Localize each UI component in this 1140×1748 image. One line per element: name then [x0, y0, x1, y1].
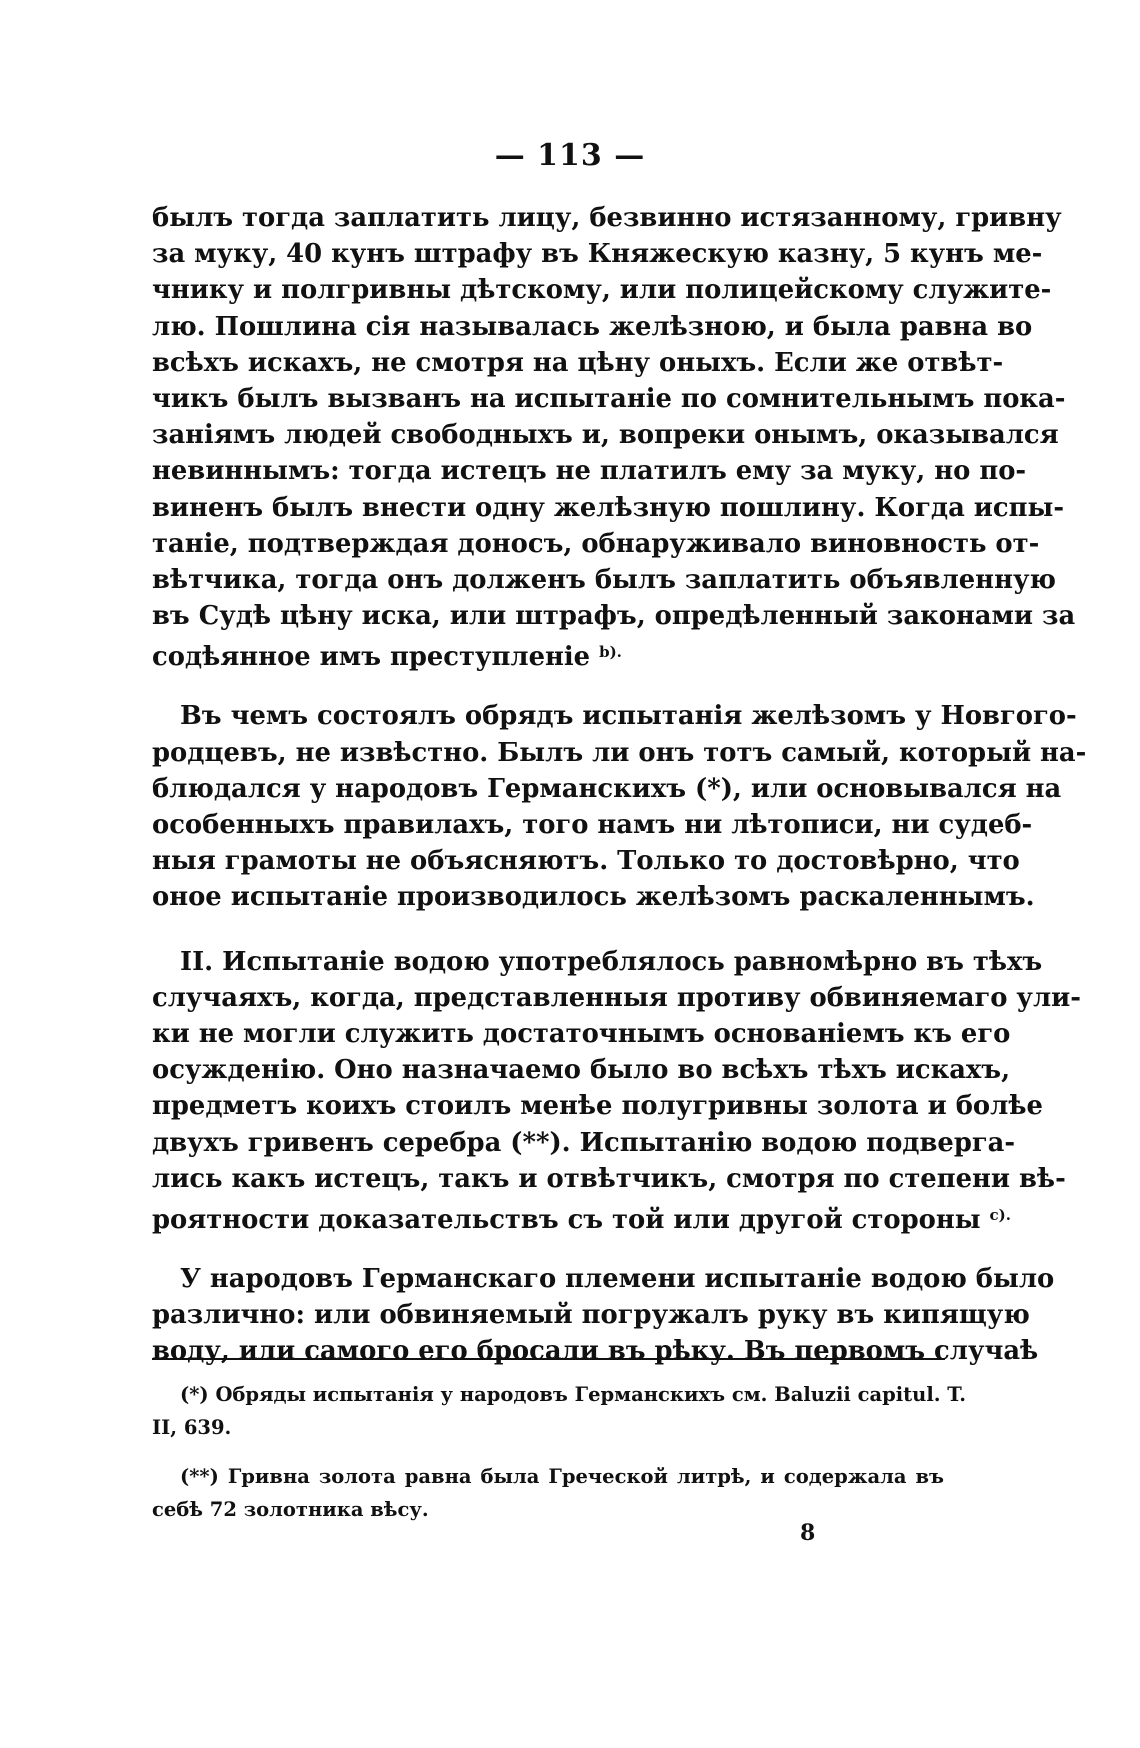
footnote-reference: c).: [989, 1205, 1011, 1224]
footnote-line: (*) Обряды испытанія у народовъ Германскихъ см. Baluzii capitul. T.: [180, 1383, 967, 1406]
paragraph-gap: [152, 916, 944, 944]
text-line: случаяхъ, когда, представленныя противу обвиняемаго ули-: [152, 982, 1081, 1013]
text-line: чикъ былъ вызванъ на испытаніе по сомнительнымъ пока-: [152, 383, 1066, 414]
text-line: двухъ гривенъ серебра (**). Испытанію водою подверга-: [152, 1127, 1016, 1158]
paragraph: [152, 200, 1076, 673]
footnote: [152, 1378, 967, 1444]
footnote-line: себѣ 72 золотника вѣсу.: [152, 1498, 429, 1521]
text-line: чнику и полгривны дѣтскому, или полицейскому служите-: [152, 275, 1052, 306]
text-line: ныя грамоты не объясняютъ. Только то достовѣрно, что: [152, 846, 1020, 877]
text-line: вѣтчика, тогда онъ долженъ былъ заплатить объявленную: [152, 564, 1056, 595]
footnotes: [152, 1378, 967, 1526]
text-line: невиннымъ: тогда истецъ не платилъ ему за муку, но по-: [152, 456, 1027, 487]
paragraph-gap: [152, 670, 944, 698]
text-line: различно: или обвиняемый погружалъ руку въ кипящую: [152, 1300, 1030, 1331]
paragraph-gap: [152, 1233, 944, 1261]
footnote-line: (**) Гривна золота равна была Греческой литрѣ, и содержала въ: [180, 1465, 944, 1488]
text-line: родцевъ, не извѣстно. Былъ ли онъ тотъ самый, который на-: [152, 737, 1087, 768]
text-line-content: содѣянное имъ преступленіе: [152, 642, 591, 673]
text-line-content: оное испытаніе производилось желѣзомъ раскаленнымъ.: [152, 882, 1035, 913]
footnote-reference: b).: [599, 643, 622, 662]
paragraph: [152, 1261, 1055, 1370]
footnote-gap: [152, 1444, 944, 1460]
text-line: особенныхъ правилахъ, того намъ ни лѣтописи, ни судеб-: [152, 810, 1033, 840]
paragraph: [152, 698, 1087, 915]
text-line: таніе, подтверждая доносъ, обнаруживало виновность от-: [152, 528, 1040, 559]
text-line: въ Судѣ цѣну иска, или штрафъ, опредѣленный законами за: [152, 601, 1076, 632]
text-line-last: [152, 879, 1035, 915]
text-line: всѣхъ искахъ, не смотря на цѣну оныхъ. Если же отвѣт-: [152, 347, 1004, 378]
footnote-divider: [152, 1358, 945, 1360]
text-line: ки не могли служить достаточнымъ основаніемъ къ его: [152, 1018, 1011, 1049]
text-line: II. Испытаніе водою употреблялось равномѣрно въ тѣхъ: [180, 946, 1043, 977]
text-line-content: роятности доказательствъ съ той или другой стороны: [152, 1204, 981, 1235]
page-number: — 113 —: [494, 138, 646, 173]
text-line: осужденію. Оно назначаемо было во всѣхъ тѣхъ искахъ,: [152, 1055, 1011, 1086]
text-line: лись какъ истецъ, такъ и отвѣтчикъ, смотря по степени вѣ-: [152, 1163, 1066, 1194]
text-line: былъ тогда заплатить лицу, безвинно истязанному, гривну: [152, 203, 1062, 233]
text-line: блюдался у народовъ Германскихъ (*), или основывался на: [152, 773, 1062, 804]
text-line-last: [152, 1197, 1011, 1235]
signature-mark: 8: [800, 1520, 816, 1546]
text-line: за муку, 40 кунъ штрафу въ Княжескую казну, 5 кунъ ме-: [152, 239, 1043, 270]
text-line: заніямъ людей свободныхъ и, вопреки онымъ, оказывался: [152, 420, 1059, 451]
text-line: лю. Пошлина сія называлась желѣзною, и была равна во: [152, 311, 1033, 342]
text-line: Въ чемъ состоялъ обрядъ испытанія желѣзомъ у Новгого-: [180, 701, 1077, 732]
footnote-line: II, 639.: [152, 1416, 232, 1439]
text-line: предметъ коихъ стоилъ менѣе полугривны золота и болѣе: [152, 1091, 1043, 1122]
footnote: [152, 1460, 944, 1526]
text-line: виненъ былъ внести одну желѣзную пошлину. Когда испы-: [152, 492, 1065, 523]
text-line: У народовъ Германскаго племени испытаніе водою было: [180, 1264, 1055, 1295]
text-line: воду, или самого его бросали въ рѣку. Въ первомъ случаѣ: [152, 1336, 1039, 1367]
paragraph: [152, 944, 1081, 1235]
text-line-last: [152, 634, 944, 673]
main-text: [152, 200, 1087, 1370]
